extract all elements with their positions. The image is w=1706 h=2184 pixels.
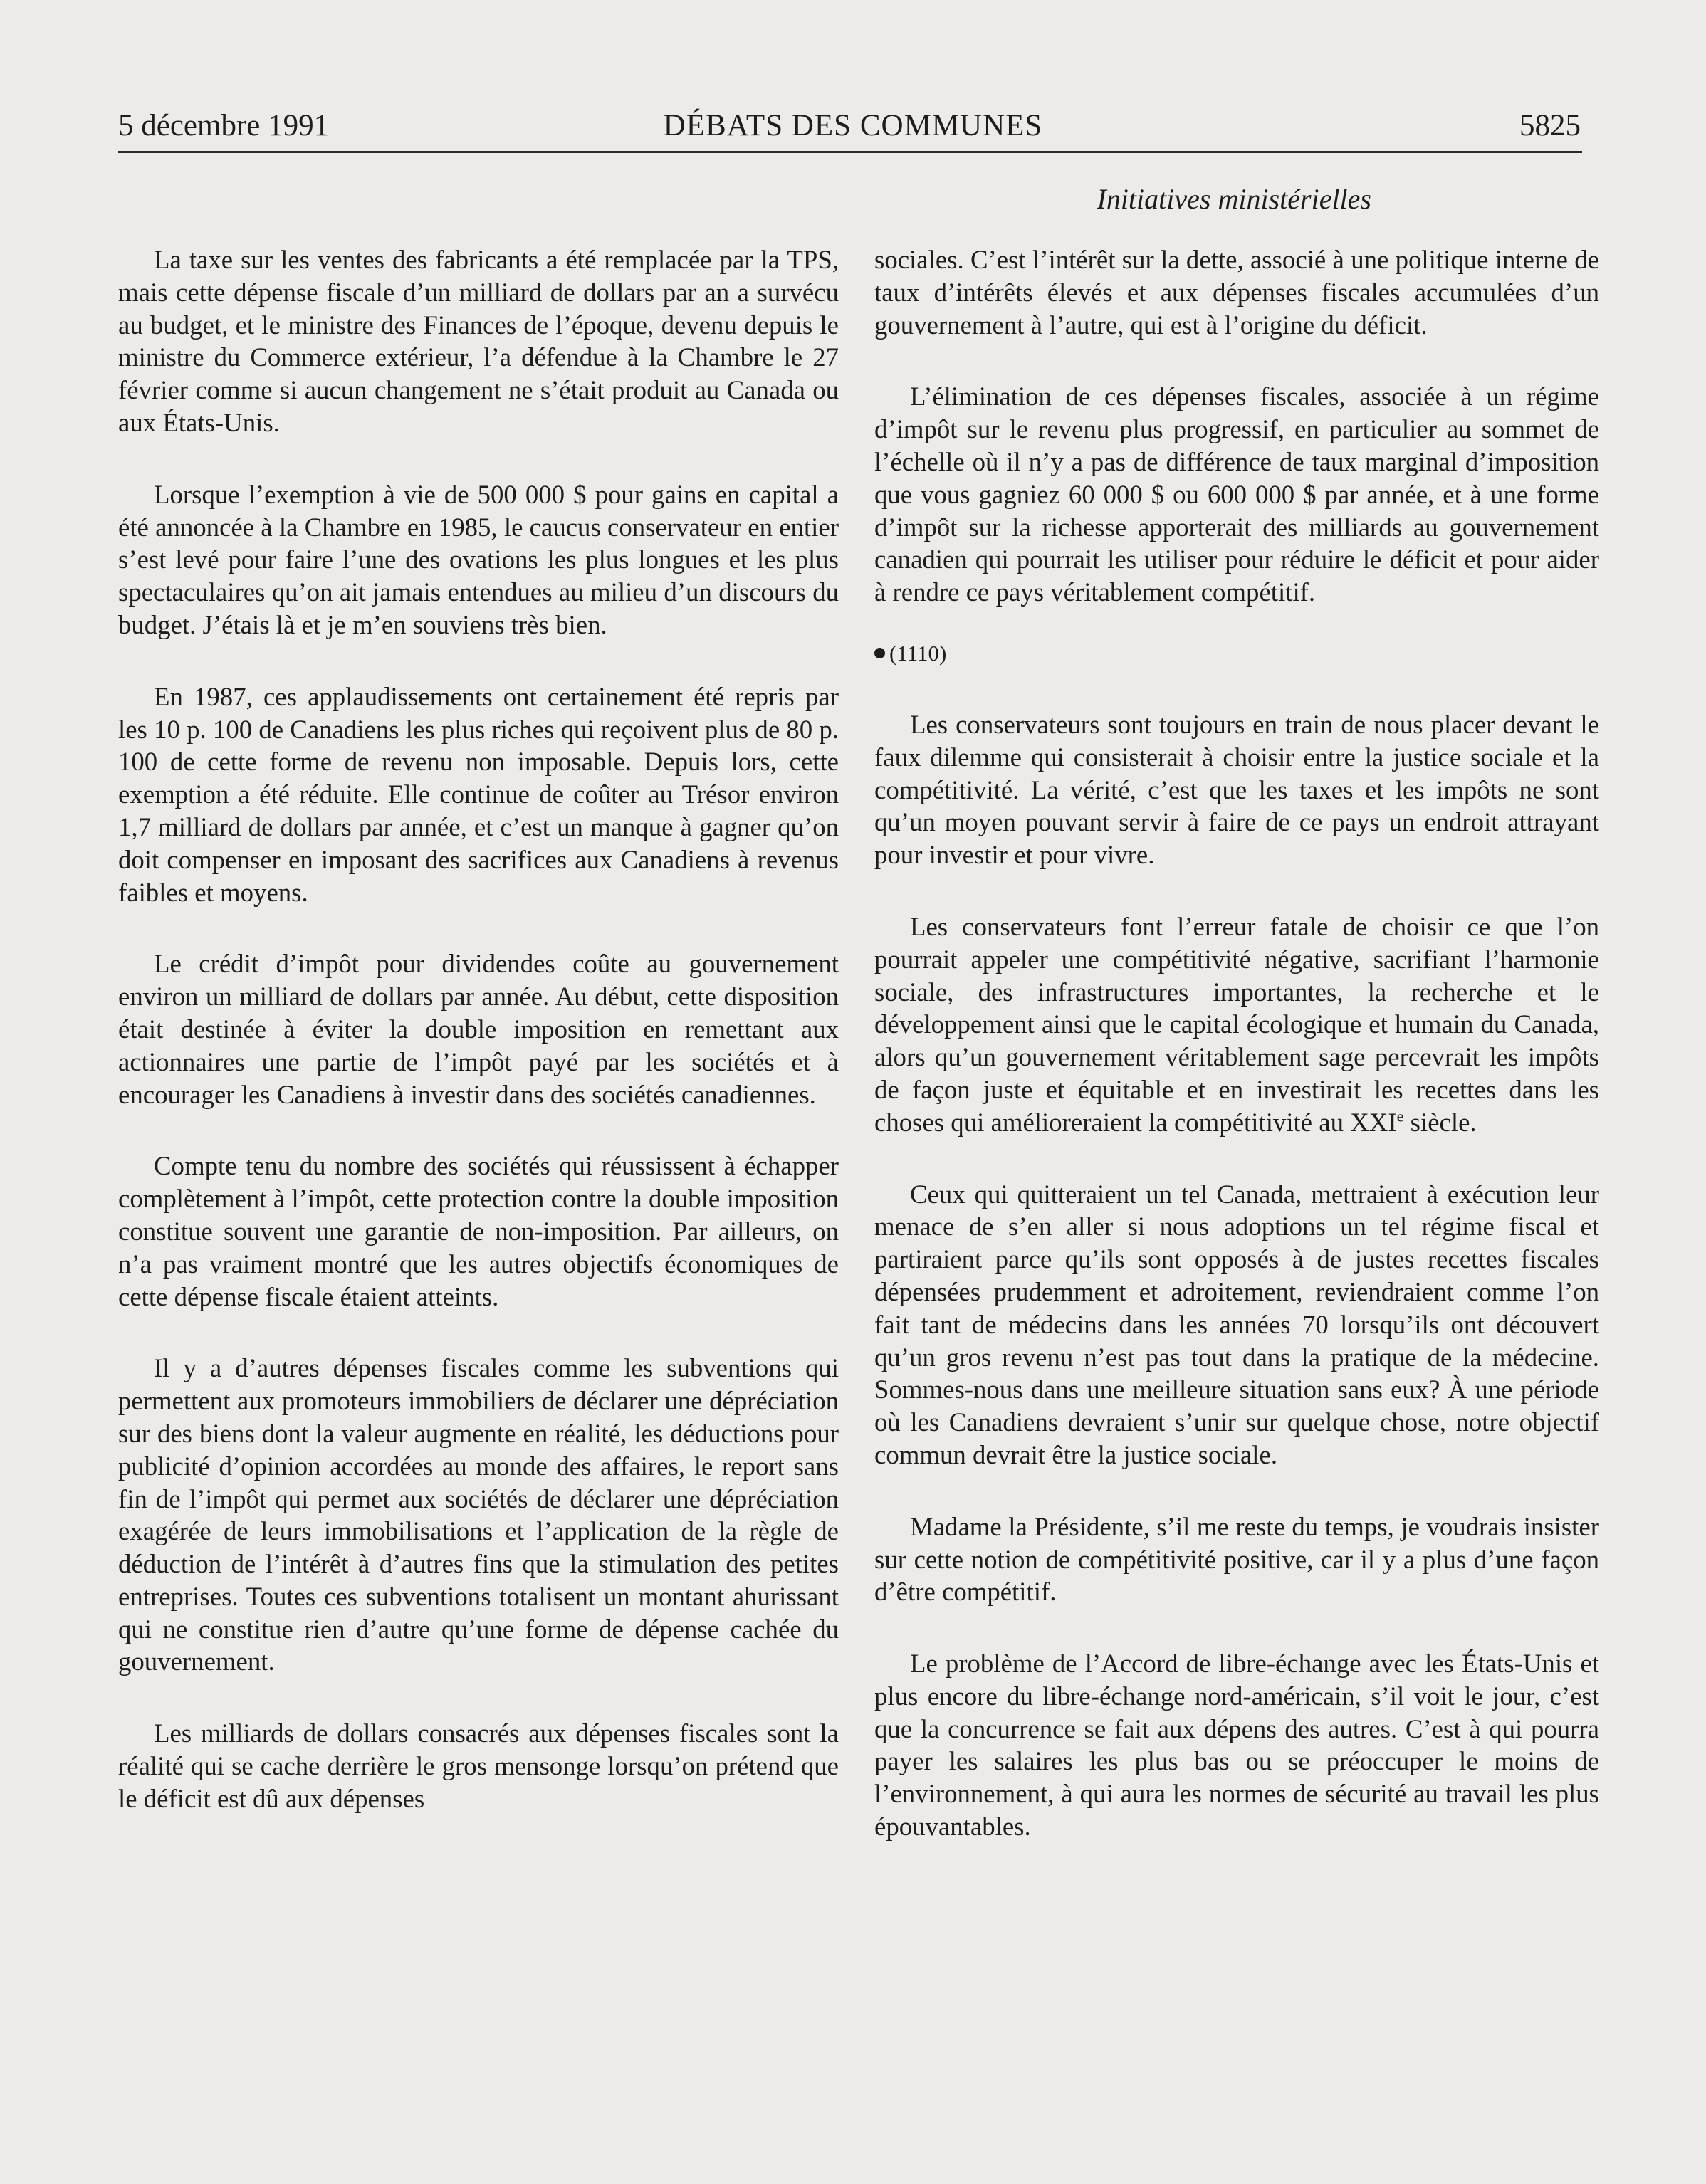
paragraph: Les milliards de dollars consacrés aux dépenses fiscales sont la réalité qui se cache derrière le gros mensonge lorsqu’on prétend que le déficit est dû aux dépenses (118, 1718, 839, 1813)
paragraph: Compte tenu du nombre des sociétés qui réussissent à échapper complètement à l’impôt, cette protection contre la double imposition constitue souvent une garantie de non-imposition. Par ailleurs, on n’a pas vraiment montré que les autres objectifs économiques de cette dépense fiscale étaient atteints. (118, 1151, 839, 1311)
paragraph: Lorsque l’exemption à vie de 500 000 $ pour gains en capital a été annoncée à la Chambre en 1985, le caucus conservateur en entier s’est levé pour faire l’une des ovations les plus longues et les plus spectaculaires qu’on ait jamais entendues au milieu d’un discours du budget. J’étais là et je m’en souviens très bien. (118, 479, 839, 639)
paragraph: En 1987, ces applaudissements ont certainement été repris par les 10 p. 100 de Canadiens les plus riches qui reçoivent plus de 80 p. 100 de cette forme de revenu non imposable. Depuis lors, cette exemption a été réduite. Elle continue de coûter au Trésor environ 1,7 milliard de dollars par année, et c’est un manque à gagner qu’on doit compenser en imposant des sacrifices aux Canadiens à revenus faibles et moyens. (118, 681, 839, 907)
time-marker-text: (1110) (889, 640, 947, 666)
header-rule (118, 151, 1582, 153)
left-column (118, 243, 839, 1815)
paragraph-text: siècle. (1403, 1107, 1477, 1137)
right-column (874, 243, 1599, 1843)
paragraph: La taxe sur les ventes des fabricants a été remplacée par la TPS, mais cette dépense fiscale d’un milliard de dollars par an a survécu au budget, et le ministre des Finances de l’époque, devenu depuis le ministre du Commerce extérieur, l’a défendue à la Chambre le 27 février comme si aucun changement ne s’était produit au Canada ou aux États-Unis. (118, 245, 839, 437)
header-title: DÉBATS DES COMMUNES (663, 109, 1043, 142)
paragraph (874, 910, 1599, 1139)
paragraph: Le crédit d’impôt pour dividendes coûte au gouvernement environ un milliard de dollars par année. Au début, cette disposition était destinée à éviter la double imposition en remettant aux actionnaires une partie de l’impôt payé par les sociétés et à encourager les Canadiens à investir dans des sociétés canadiennes. (118, 949, 839, 1109)
paragraph-continuation: sociales. C’est l’intérêt sur la dette, associé à une politique interne de taux d’intérêts élevés et aux dépenses fiscales accumulées d’un gouvernement à l’autre, qui est à l’origine du déficit. (874, 245, 1599, 340)
header-date: 5 décembre 1991 (118, 109, 330, 142)
time-marker (874, 637, 1599, 669)
paragraph: Le problème de l’Accord de libre-échange avec les États-Unis et plus encore du libre-échange nord-américain, s’il voit le jour, c’est que la concurrence se fait aux dépens des autres. C’est à qui pourra payer les salaires les plus bas ou se préoccuper le moins de l’environnement, à qui aura les normes de sécurité au travail les plus épouvantables. (874, 1649, 1599, 1842)
section-label: Initiatives ministérielles (1097, 183, 1371, 215)
superscript: e (1396, 1107, 1404, 1125)
bullet-icon (874, 648, 885, 658)
paragraph: L’élimination de ces dépenses fiscales, associée à un régime d’impôt sur le revenu plus progressif, en particulier au sommet de l’échelle où il n’y a pas de différence de taux marginal d’imposition que vous gagniez 60 000 $ ou 600 000 $ par année, et à une forme d’impôt sur la richesse apporterait des milliards au gouvernement canadien qui pourrait les utiliser pour réduire le déficit et pour aider à rendre ce pays véritablement compétitif. (874, 382, 1599, 607)
paragraph: Madame la Présidente, s’il me reste du temps, je voudrais insister sur cette notion de compétitivité positive, car il y a plus d’une façon d’être compétitif. (874, 1511, 1599, 1607)
paragraph: Les conservateurs sont toujours en train de nous placer devant le faux dilemme qui consisterait à choisir entre la justice sociale et la compétitivité. La vérité, c’est que les taxes et les impôts ne sont qu’un moyen pouvant servir à faire de ce pays un endroit attrayant pour investir et pour vivre. (874, 709, 1599, 870)
paragraph: Il y a d’autres dépenses fiscales comme les subventions qui permettent aux promoteurs immobiliers de déclarer une dépréciation sur des biens dont la valeur augmente en réalité, les déductions pour publicité d’opinion accordées au monde des affaires, le report sans fin de l’impôt qui permet aux sociétés de déclarer une dépréciation exagérée de leurs immobilisations et l’application de la règle de déduction de l’intérêt à d’autres fins que la stimulation des petites entreprises. Toutes ces subventions totalisent un montant ahurissant qui ne constitue rien d’autre qu’une forme de dépense cachée du gouvernement. (118, 1353, 839, 1676)
page-number: 5825 (1519, 109, 1581, 142)
paragraph-text: Les conservateurs font l’erreur fatale de choisir ce que l’on pourrait appeler une compétitivité négative, sacrifiant l’harmonie sociale, des infrastructures importantes, la recherche et le développement ainsi que le capital écologique et humain du Canada, alors qu’un gouvernement véritablement sage percevrait les impôts de façon juste et équitable et en investirait les recettes dans les choses qui amélioreraient la compétitivité au XXI (874, 911, 1599, 1137)
paragraph: Ceux qui quitteraient un tel Canada, mettraient à exécution leur menace de s’en aller si nous adoptions un tel régime fiscal et partiraient parce qu’ils sont opposés à de justes recettes fiscales dépensées prudemment et adroitement, reviendraient comme l’on fait tant de médecins dans les années 70 lorsqu’ils ont découvert qu’un gros revenu n’est pas tout dans la pratique de la médecine. Sommes-nous dans une meilleure situation sans eux? À une période où les Canadiens devraient s’unir sur quelque chose, notre objectif commun devrait être la justice sociale. (874, 1179, 1599, 1469)
